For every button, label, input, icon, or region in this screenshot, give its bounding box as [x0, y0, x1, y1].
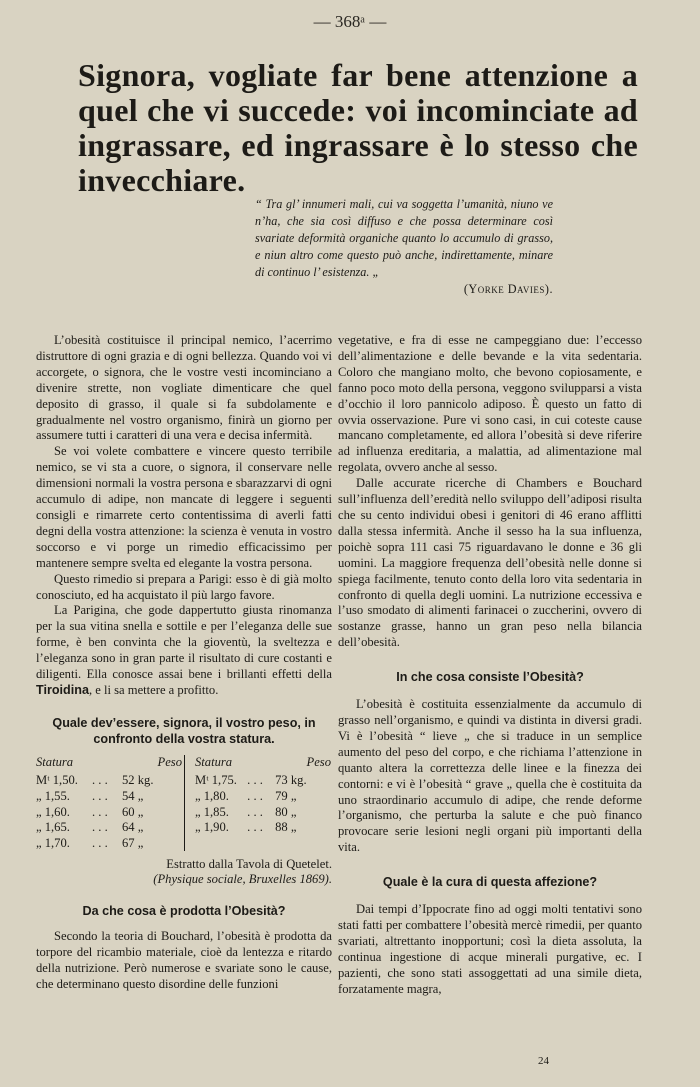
page-number: — 368ᵃ — [313, 12, 387, 31]
brand-name: Tiroidina [36, 682, 89, 697]
section-heading: Da che cosa è prodotta l’Obesità? [82, 904, 286, 919]
cell-leader: . . . [247, 773, 263, 788]
cell-peso: 73 kg. [275, 773, 307, 788]
cell-peso: 64 „ [122, 820, 144, 835]
cell-peso: 60 „ [122, 804, 144, 819]
paragraph: L’obesità è costituita essenzialmente da accumulo di grasso nell’organismo, e quindi va distinta in diversi gradi. Vi è l’obesità “ lieve „ che si traduce in un semplice aumento del peso del corpo, e che richiama l’attenzione in quanto altera la correttezza delle linee e la finezza dei contorni: e vi è l’obesità “ grave „ quella che è costituita da uno straordinario accumulo di adipe, che rende deforme l’organismo, che perturba la salute e che può financo provocare serie lesioni negli organi più importanti della vita. [338, 697, 642, 855]
paragraph-text: , e li sa mettere a profitto. [88, 682, 219, 697]
cell-statura: „ 1,80. [195, 789, 229, 804]
cell-leader: . . . [92, 835, 108, 850]
cell-leader: . . . [92, 773, 108, 788]
table-header-peso: Peso [306, 754, 331, 769]
weight-height-table [36, 755, 332, 888]
cell-leader: . . . [92, 804, 108, 819]
cell-peso: 80 „ [275, 804, 297, 819]
table-row [195, 820, 331, 836]
cell-peso: 88 „ [275, 820, 297, 835]
cell-statura: „ 1,85. [195, 804, 229, 819]
cell-leader: . . . [247, 804, 263, 819]
page-title: Signora, vogliate far bene attenzione a quel che vi succede: voi incominciate ad ingrassare, ed ingrassare è lo stesso che invecchiare. [78, 57, 638, 198]
epigraph-author: (Yorke Davies). [463, 282, 553, 296]
paragraph: Dalle accurate ricerche di Chambers e Bouchard sull’influenza dell’eredità nello sviluppo dell’adiposi risulta che su cento individui obesi i genitori di 46 erano afflitti dalla stessa infermità. Anche il sesso ha la sua influenza, poichè sopra 111 casi 75 riguardavano le donne e 36 gli uomini. La maggiore frequenza dell’obesità nelle donne si spiega facilmente, tenuto conto della loro vita sedentaria in confronto di quella degli uomini. La nutrizione eccessiva e l’uso smodato di alimenti farinacei o zuccherini, ovvero di sostanze grasse, hanno un gran peso nella bilancia dell’obesità. [338, 476, 642, 650]
cell-leader: . . . [247, 789, 263, 804]
paragraph: Questo rimedio si prepara a Parigi: esso è di già molto conosciuto, ed ha acquistato il più largo favore. [36, 571, 332, 602]
cell-statura: „ 1,60. [36, 804, 70, 819]
table-header-statura: Statura [195, 754, 233, 769]
paragraph: Secondo la teoria di Bouchard, l’obesità è prodotta da torpore del ricambio materiale, cioè da lentezza e ritardo della nutrizione. Però numerose e svariate sono le cause, che determinano questo disordine delle funzioni [36, 929, 332, 992]
table-header-statura: Statura [36, 754, 74, 769]
table-row [195, 805, 331, 821]
section-heading: In che cosa consiste l’Obesità? [396, 670, 584, 685]
cell-statura: Mᵗ 1,75. [195, 773, 237, 788]
epigraph-text: “ Tra gl’ innumeri mali, cui va soggetta l’umanità, niuno ve n’ha, che sia così diffuso e che possa determinare così svariate deformità organiche quanto lo accumulo di grasso, e niun altro come questo può anche, indirettamente, minare di continuo l’ esistenza. „ [255, 197, 553, 279]
cell-leader: . . . [247, 820, 263, 835]
table-header-peso: Peso [157, 754, 182, 769]
epigraph [255, 196, 553, 298]
left-column [36, 333, 332, 993]
cell-leader: . . . [92, 820, 108, 835]
cell-peso: 67 „ [122, 835, 144, 850]
right-column [338, 333, 642, 998]
paragraph: Dai tempi d’Ippocrate fino ad oggi molti tentativi sono stati fatti per combattere l’obesità mercè rimedii, per quanto svariati, altrettanto inopportuni; così la dieta assoluta, la continua ingestione di acque minerali purgative, ec. I pazienti, che sono stati assoggettati ad una simile dieta, forzatamente magra, [338, 902, 642, 996]
table-row [36, 805, 184, 821]
cell-statura: „ 1,90. [195, 820, 229, 835]
table-row [195, 789, 331, 805]
cell-leader: . . . [92, 789, 108, 804]
table-row [195, 773, 331, 789]
paragraph: vegetative, e fra di esse ne campeggiano due: l’eccesso dell’alimentazione e delle bevande e la vita sedentaria. Coloro che mangiano molto, che bevono copiosamente, e fanno poco moto della persona, veggono svilupparsi a vista d’occhio il loro pannicolo adiposo. È questo un fatto di ovvia osservazione. Pure vi sono casi, in cui coteste cause mancano completamente, ed allora l’obesità si deve riferire ad influenza ereditaria, a malattia, ad alimentazione mal regolata, ovvero anche al sesso. [338, 333, 642, 475]
table-left-half [36, 755, 184, 852]
paragraph [36, 603, 332, 698]
cell-statura: Mᵗ 1,50. [36, 773, 78, 788]
cell-statura: „ 1,65. [36, 820, 70, 835]
source-citation: (Physique sociale, Bruxelles 1869). [153, 872, 332, 887]
signature-mark: 24 [538, 1055, 549, 1067]
cell-statura: „ 1,70. [36, 835, 70, 850]
table-title: Quale dev’essere, signora, il vostro peso, in confronto della vostra statura. [52, 715, 316, 746]
paragraph: L’obesità costituisce il principal nemico, l’acerrimo distruttore di ogni grazia e di ogni bellezza. Quando voi vi accorgete, o signora, che le vostre vesti incominciano a divenire strette, non vogliate dimenticare che quel deposito di grasso, il quale si fa subdolamente e gradualmente nel vostro organismo, finirà un giorno per assumere tutti i caratteri di una vera e decisa infermità. [36, 333, 332, 443]
table-row [36, 820, 184, 836]
cell-peso: 54 „ [122, 789, 144, 804]
source-line: Estratto dalla Tavola di Quetelet. [166, 857, 332, 872]
table-right-half [184, 755, 331, 852]
paragraph-text: La Parigina, che gode dappertutto giusta rinomanza per la sua vitina snella e sottile e per l’eleganza delle sue forme, è ben convinta che la gioventù, la sveltezza e l’eleganza sono in gran parte il risultato di cure costanti e diligenti. Ella conosce assai bene i brillanti effetti della [36, 603, 332, 682]
table-source [36, 857, 332, 887]
paragraph: Se voi volete combattere e vincere questo terribile nemico, se vi sta a cuore, o signora, il conservare nelle dimensioni normali la vostra persona e sbarazzarvi di ogni accumulo di adipe, non mancate di leggere i seguenti consigli e rimarrete certo contentissima di averli fatti degni della vostra attenzione: la scienza è venuta in vostro soccorso e vi porge un rimedio efficacissimo per mantenere sempre svelta ed elegante la vostra persona. [36, 444, 332, 570]
cell-statura: „ 1,55. [36, 789, 70, 804]
table-row [36, 789, 184, 805]
cell-peso: 52 kg. [122, 773, 154, 788]
cell-peso: 79 „ [275, 789, 297, 804]
table-row [36, 836, 184, 852]
table-row [36, 773, 184, 789]
section-heading: Quale è la cura di questa affezione? [382, 875, 598, 890]
